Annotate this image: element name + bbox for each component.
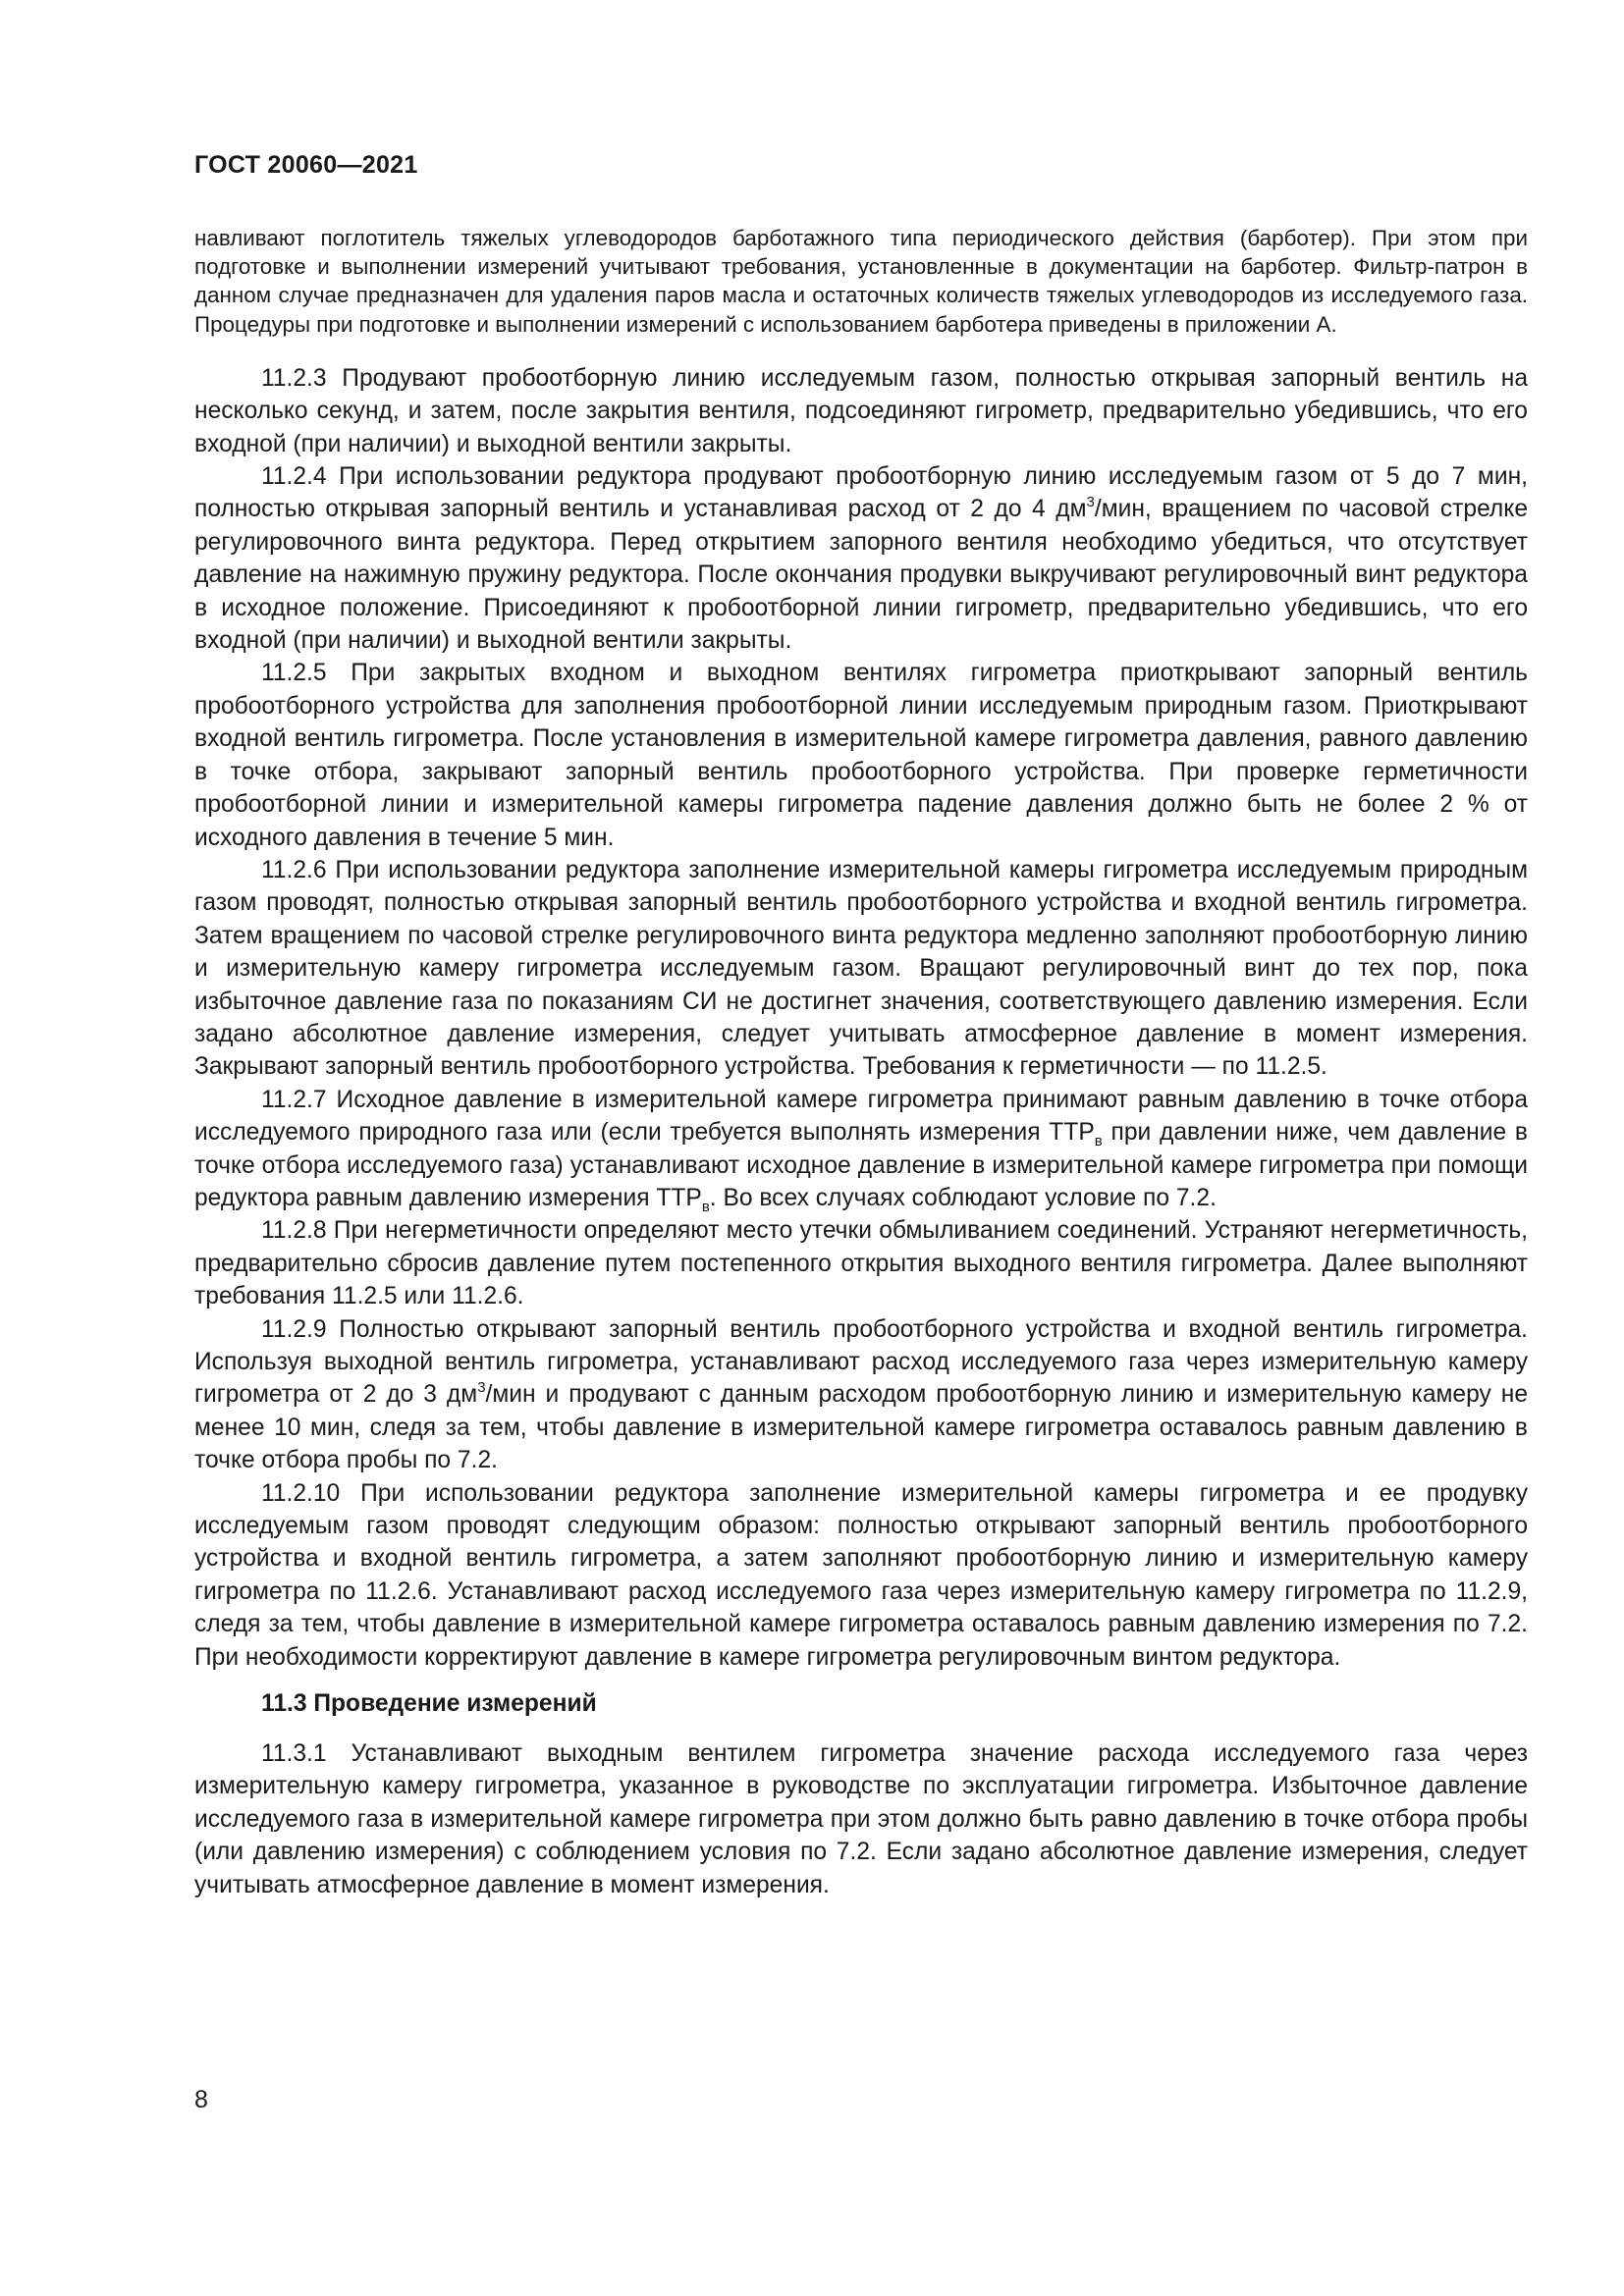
subscript-v-1: в — [1094, 1133, 1103, 1150]
section-heading-11-3: 11.3 Проведение измерений — [261, 1690, 597, 1718]
clause-11-2-9 — [194, 1313, 1528, 1477]
clause-11-2-4-text-b: /мин, вращением по часовой стрелке регулировочного винта редуктора. Перед открытием запорного вентиля необходимо убедиться, что отсутствует давление на нажимную пружину редуктора. После окончания продувки выкручивают регулировочный винт редуктора в исходное положение. Присоединяют к пробоотборной линии гигрометр, предварительно убедившись, что его входной (при наличии) и выходной вентили закрыты. — [194, 496, 1528, 655]
document-body — [194, 224, 1528, 1901]
clause-11-2-7-text-a: 11.2.7 Исходное давление в измерительной камере гигрометра принимают равным давлению в точке отбора исследуемого природного газа или (если требуется выполнять измерения ТТР — [194, 1086, 1528, 1147]
clause-11-2-6: 11.2.6 При использовании редуктора заполнение измерительной камеры гигрометра исследуемым природным газом проводят, полностью открывая запорный вентиль пробоотборного устройства и входной вентиль гигрометра. Затем вращением по часовой стрелке регулировочного винта редуктора медленно заполняют пробоотборную линию и измерительную камеру гигрометра исследуемым газом. Вращают регулировочный винт до тех пор, пока избыточное давление газа по показаниям СИ не достигнет значения, соответствующего давлению измерения. Если задано абсолютное давление измерения, следует учитывать атмосферное давление в момент измерения. Закрывают запорный вентиль пробоотборного устройства. Требования к герметичности — по 11.2.5. — [194, 856, 1528, 1081]
page-number: 8 — [194, 2086, 208, 2113]
clause-11-2-7 — [194, 1084, 1528, 1215]
clause-11-2-10: 11.2.10 При использовании редуктора заполнение измерительной камеры гигрометра и ее продувку исследуемым газом проводят следующим образом: полностью открывают запорный вентиль пробоотборного устройства и входной вентиль гигрометра, а затем заполняют пробоотборную линию и измерительную камеру гигрометра по 11.2.6. Устанавливают расход исследуемого газа через измерительную камеру гигрометра по 11.2.9, следя за тем, чтобы давление в измерительной камере гигрометра оставалось равным давлению измерения по 7.2. При необходимости корректируют давление в камере гигрометра регулировочным винтом редуктора. — [194, 1479, 1528, 1671]
document-header-title: ГОСТ 20060—2021 — [194, 151, 418, 179]
superscript-cube: 3 — [1086, 494, 1095, 511]
superscript-cube: 3 — [477, 1379, 486, 1397]
clause-11-2-5: 11.2.5 При закрытых входном и выходном вентилях гигрометра приоткрывают запорный вентиль пробоотборного устройства для заполнения пробоотборной линии исследуемым природным газом. Приоткрывают входной вентиль гигрометра. После установления в измерительной камере гигрометра давления, равного давлению в точке отбора, закрывают запорный вентиль пробоотборного устройства. При проверке герметичности пробоотборной линии и измерительной камеры гигрометра падение давления должно быть не более 2 % от исходного давления в течение 5 мин. — [194, 660, 1528, 851]
clause-11-2-4-text-a: 11.2.4 При использовании редуктора продувают пробоотборную линию исследуемым газом от 5 до 7 мин, полностью открывая запорный вентиль и устанавливая расход от 2 до 4 дм — [194, 463, 1528, 523]
intro-paragraph: навливают поглотитель тяжелых углеводородов барботажного типа периодического действия (барботер). При этом при подготовке и выполнении измерений учитывают требования, установленные в документации на барботер. Фильтр-патрон в данном случае предназначен для удаления паров масла и остаточных количеств тяжелых углеводородов из исследуемого газа. Процедуры при подготовке и выполнении измерений с использованием барботера приведены в приложении А. — [194, 226, 1528, 337]
clause-11-2-7-text-c: . Во всех случаях соблюдают условие по 7.2. — [709, 1184, 1217, 1211]
clause-11-2-9-text-a: 11.2.9 Полностью открывают запорный вентиль пробоотборного устройства и входной вентиль гигрометра. Используя выходной вентиль гигрометра, устанавливают расход исследуемого газа через измерительную камеру гигрометра от 2 до 3 дм — [194, 1315, 1528, 1409]
clause-11-2-9-text-b: /мин и продувают с данным расходом пробоотборную линию и измерительную камеру не менее 10 мин, следя за тем, чтобы давление в измерительной камере гигрометра оставалось равным давлению в точке отбора пробы по 7.2. — [194, 1381, 1528, 1474]
clause-11-2-7-text-b: при давлении ниже, чем давление в точке отбора исследуемого газа) устанавливают исходное давление в измерительной камере гигрометра при помощи редуктора равным давлению измерения ТТР — [194, 1119, 1528, 1211]
clause-11-2-8: 11.2.8 При негерметичности определяют место утечки обмыливанием соединений. Устраняют негерметичность, предварительно сбросив давление путем постепенного открытия выходного вентиля гигрометра. Далее выполняют требования 11.2.5 или 11.2.6. — [194, 1217, 1528, 1310]
clause-11-2-4 — [194, 460, 1528, 657]
clause-11-3-1: 11.3.1 Устанавливают выходным вентилем гигрометра значение расхода исследуемого газа через измерительную камеру гигрометра, указанное в руководстве по эксплуатации гигрометра. Избыточное давление исследуемого газа в измерительной камере гигрометра при этом должно быть равно давлению в точке отбора пробы (или давлению измерения) с соблюдением условия по 7.2. Если задано абсолютное давление измерения, следует учитывать атмосферное давление в момент измерения. — [194, 1740, 1528, 1898]
clause-11-2-3: 11.2.3 Продувают пробоотборную линию исследуемым газом, полностью открывая запорный вентиль на несколько секунд, и затем, после закрытия вентиля, подсоединяют гигрометр, предварительно убедившись, что его входной (при наличии) и выходной вентили закрыты. — [194, 364, 1528, 457]
subscript-v-2: в — [701, 1198, 710, 1215]
